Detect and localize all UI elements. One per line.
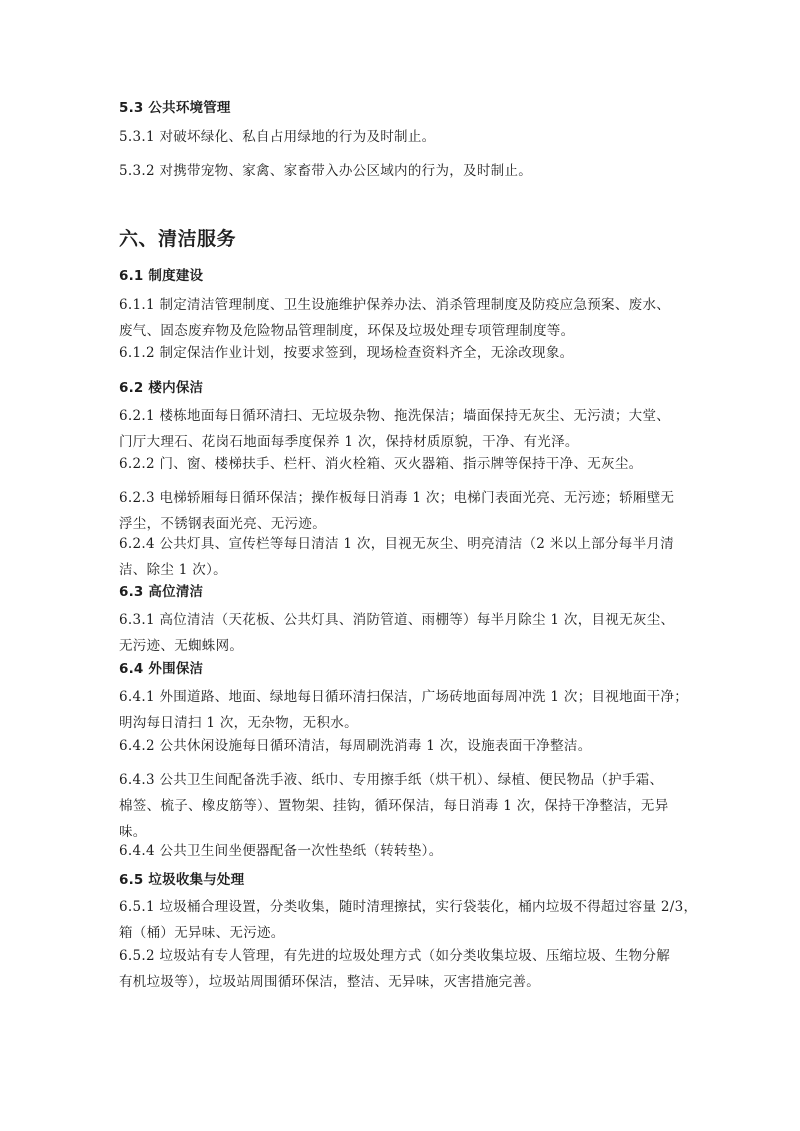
clause-line: 味。 [119, 824, 147, 840]
clause-line: 6.5.2 垃圾站有专人管理，有先进的垃圾处理方式（如分类收集垃圾、压缩垃圾、生物分解 [119, 948, 671, 964]
section-6-5-heading: 6.5 垃圾收集与处理 [119, 872, 245, 888]
clause-6-2-2 [119, 451, 685, 477]
section-5-3-heading: 5.3 公共环境管理 [119, 100, 231, 116]
clause-line: 6.1.2 制定保洁作业计划，按要求签到，现场检查资料齐全，无涂改现象。 [119, 345, 574, 361]
clause-6-1-1 [119, 292, 685, 344]
clause-line: 箱（桶）无异味、无污迹。 [119, 925, 285, 941]
clause-line: 棉签、梳子、橡皮筋等）、置物架、挂钩，循环保洁，每日消毒 1 次，保持干净整洁，无异 [119, 798, 669, 814]
clause-line: 浮尘，不锈钢表面光亮、无污迹。 [119, 516, 326, 532]
clause-6-2-1 [119, 403, 685, 455]
clause-6-4-1 [119, 684, 689, 736]
clause-6-1-2 [119, 340, 685, 366]
clause-line: 6.5.1 垃圾桶合理设置，分类收集，随时清理擦拭，实行袋装化，桶内垃圾不得超过容量 2/3， [119, 899, 698, 915]
clause-line: 6.4.3 公共卫生间配备洗手液、纸巾、专用擦手纸（烘干机）、绿植、便民物品（护手霜、 [119, 772, 664, 788]
chapter-6-title: 六、清洁服务 [119, 228, 237, 250]
clause-6-4-3 [119, 767, 685, 845]
clause-6-2-4 [119, 531, 685, 583]
clause-6-3-1 [119, 607, 685, 659]
clause-line: 5.3.2 对携带宠物、家禽、家畜带入办公区域内的行为，及时制止。 [119, 163, 533, 179]
clause-line: 6.2.3 电梯轿厢每日循环保洁；操作板每日消毒 1 次；电梯门表面光亮、无污迹；轿厢壁无 [119, 490, 675, 506]
clause-line: 明沟每日清扫 1 次，无杂物，无积水。 [119, 715, 358, 731]
clause-line: 有机垃圾等），垃圾站周围循环保洁，整洁、无异味，灭害措施完善。 [119, 974, 541, 990]
section-6-3-heading: 6.3 高位清洁 [119, 584, 204, 600]
clause-line: 6.2.1 楼栋地面每日循环清扫、无垃圾杂物、拖洗保洁；墙面保持无灰尘、无污渍；大堂、 [119, 408, 671, 424]
section-6-4-heading: 6.4 外围保洁 [119, 661, 204, 677]
clause-line: 6.4.4 公共卫生间坐便器配备一次性垫纸（转转垫）。 [119, 843, 443, 859]
clause-6-5-1 [119, 894, 698, 946]
clause-line: 6.2.2 门、窗、楼梯扶手、栏杆、消火栓箱、灭火器箱、指示牌等保持干净、无灰尘。 [119, 456, 643, 472]
clause-line: 6.4.2 公共休闲设施每日循环清洁，每周刷洗消毒 1 次，设施表面干净整洁。 [119, 738, 592, 754]
section-6-1-heading: 6.1 制度建设 [119, 268, 204, 284]
clause-6-5-2 [119, 943, 685, 995]
clause-6-2-3 [119, 485, 685, 537]
clause-6-4-2 [119, 733, 685, 759]
clause-line: 无污迹、无蜘蛛网。 [119, 638, 244, 654]
clause-line: 5.3.1 对破坏绿化、私自占用绿地的行为及时制止。 [119, 129, 436, 145]
clause-line: 6.2.4 公共灯具、宣传栏等每日清洁 1 次，目视无灰尘、明亮清洁（2 米以上部分每半月清 [119, 536, 674, 552]
clause-5-3-2 [119, 158, 685, 184]
clause-5-3-1 [119, 124, 685, 150]
clause-line: 6.1.1 制定清洁管理制度、卫生设施维护保养办法、消杀管理制度及防疫应急预案、废水、 [119, 297, 671, 313]
clause-line: 洁、除尘 1 次）。 [119, 562, 227, 578]
section-6-2-heading: 6.2 楼内保洁 [119, 380, 204, 396]
clause-6-4-4 [119, 838, 685, 864]
clause-line: 废气、固态废弃物及危险物品管理制度，环保及垃圾处理专项管理制度等。 [119, 323, 575, 339]
clause-line: 6.4.1 外围道路、地面、绿地每日循环清扫保洁，广场砖地面每周冲洗 1 次；目视地面干净； [119, 689, 689, 705]
clause-line: 6.3.1 高位清洁（天花板、公共灯具、消防管道、雨棚等）每半月除尘 1 次，目视无灰尘、 [119, 612, 675, 628]
clause-line: 门厅大理石、花岗石地面每季度保养 1 次，保持材质原貌，干净、有光泽。 [119, 434, 579, 450]
